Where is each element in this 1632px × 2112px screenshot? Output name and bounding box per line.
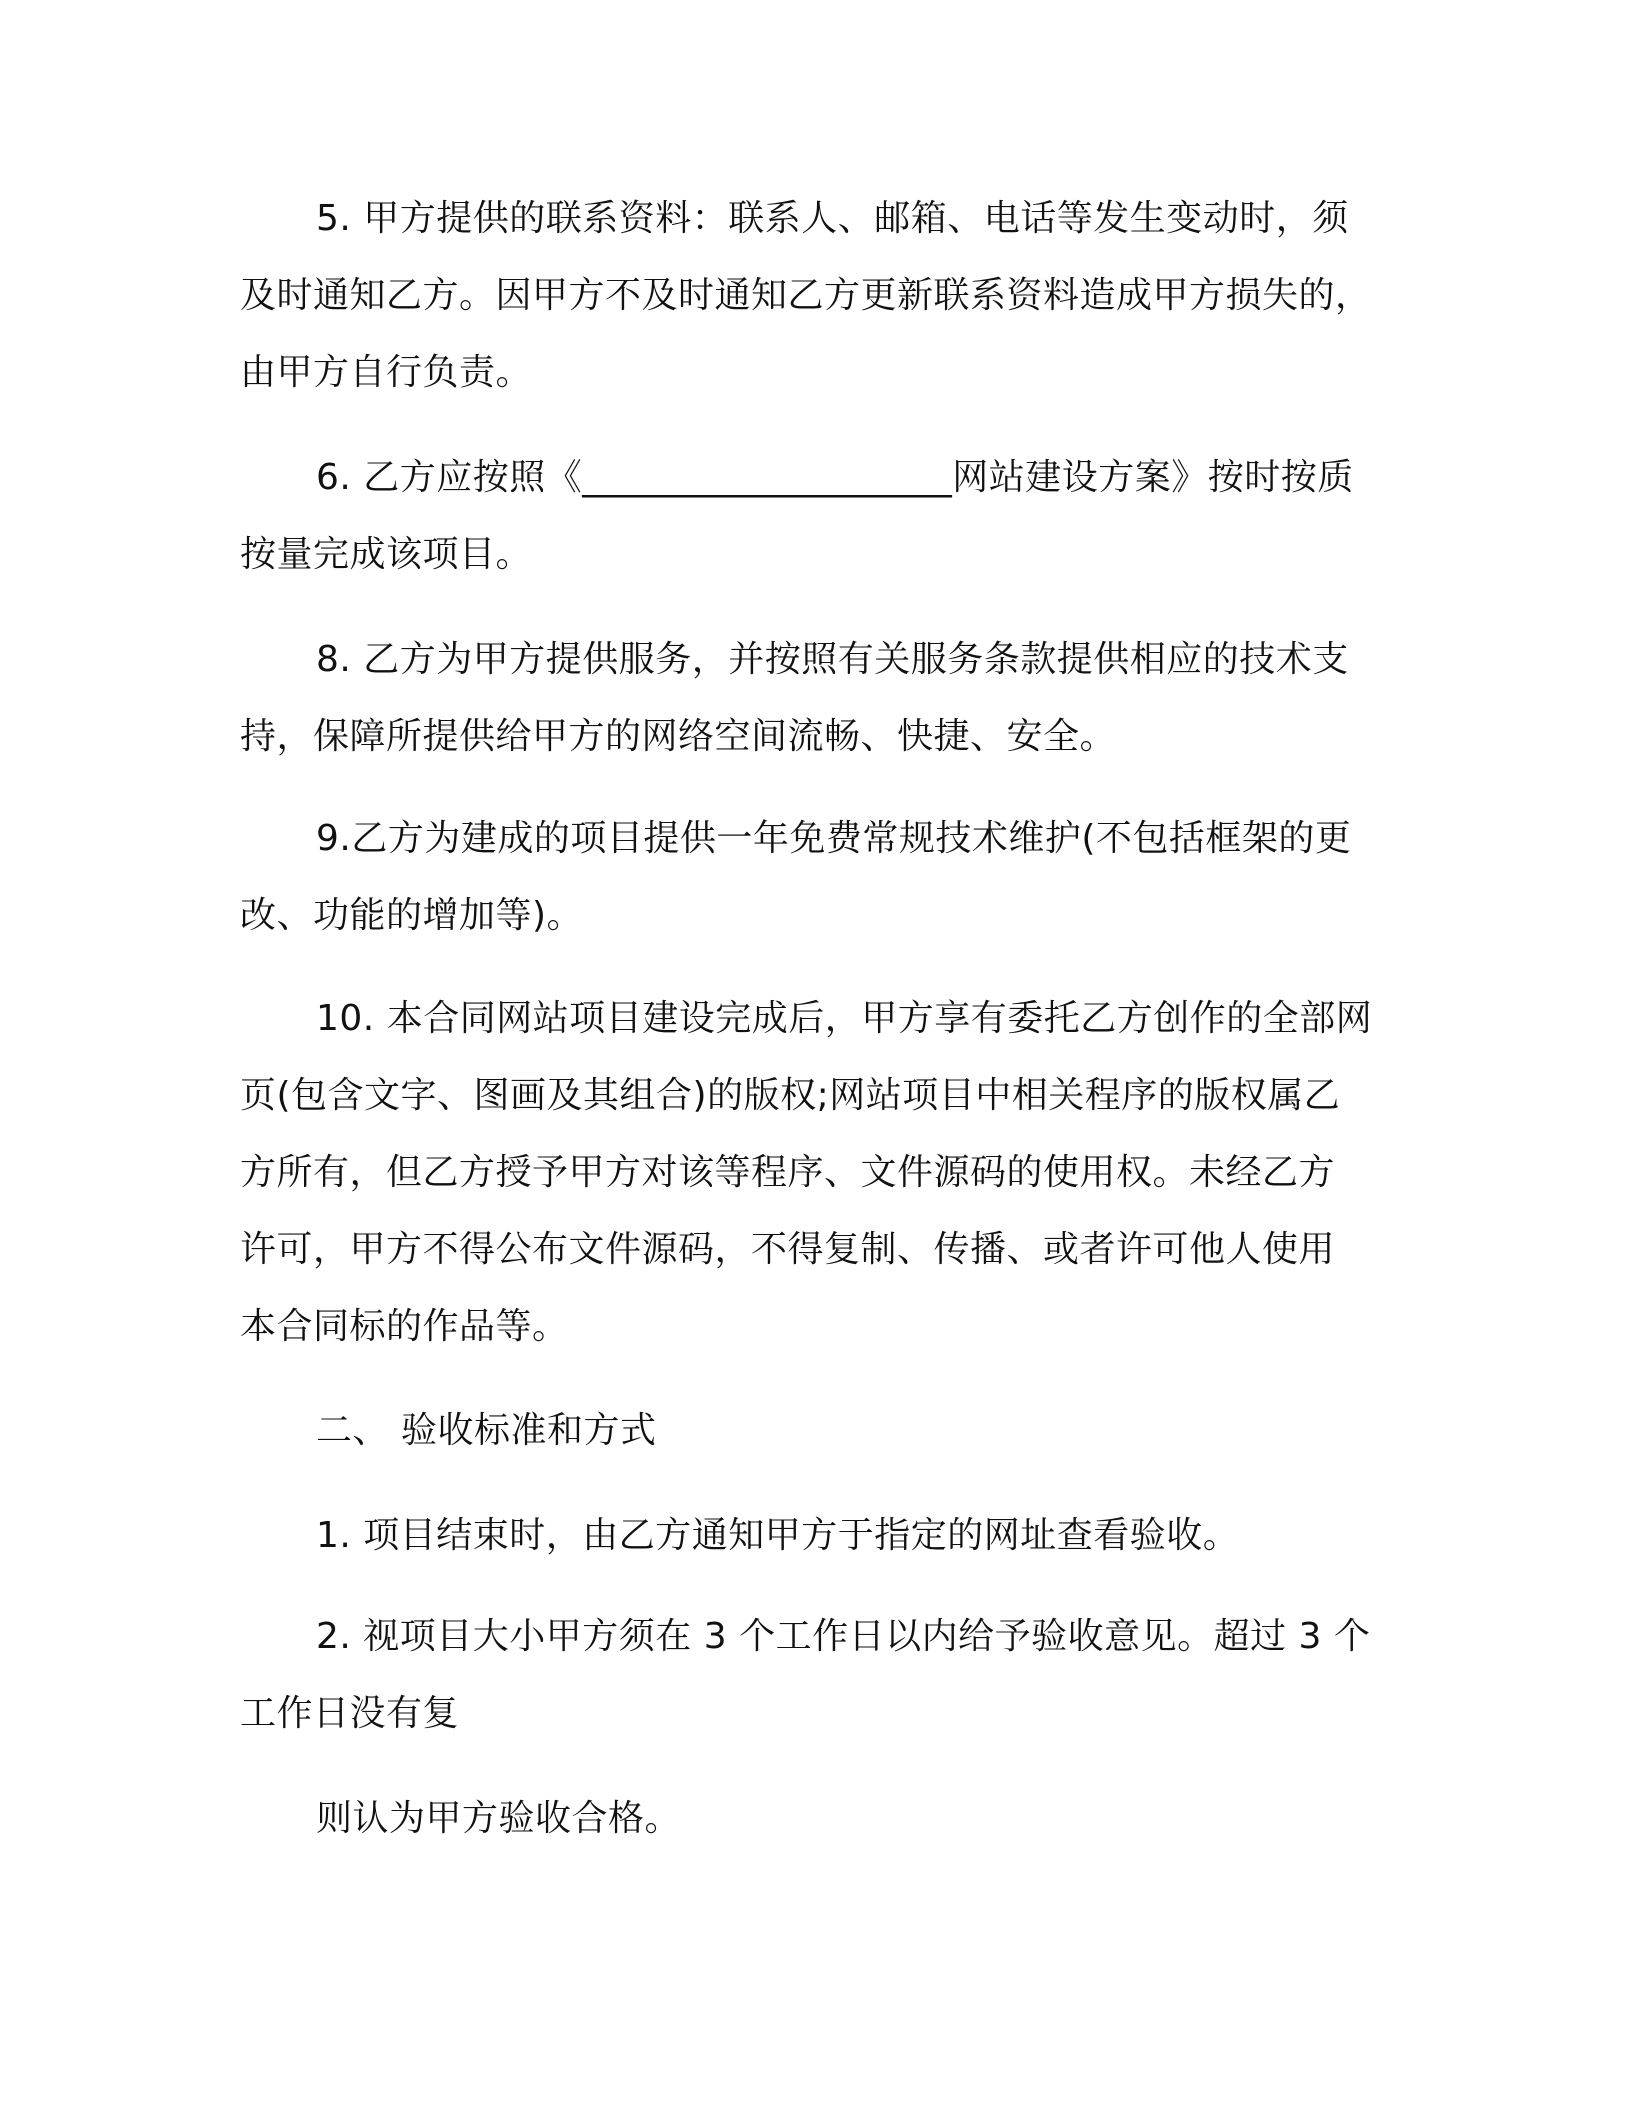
acceptance-conclusion [240,1780,1392,1857]
section-heading-text: 二、 验收标准和方式 [316,1410,657,1451]
acceptance-item-2-line-1: 2. 视项目大小甲方须在 3 个工作日以内给予验收意见。超过 3 个 [316,1616,1371,1657]
clause-9-line-1: 9.乙方为建成的项目提供一年免费常规技术维护(不包括框架的更 [316,818,1352,859]
clause-6-line-1: 6. 乙方应按照《____________________网站建设方案》按时按质 [316,457,1354,498]
acceptance-conclusion-line-1: 则认为甲方验收合格。 [316,1798,682,1839]
clause-6-line-2: 按量完成该项目。 [240,534,533,575]
acceptance-item-1-line-1: 1. 项目结束时，由乙方通知甲方于指定的网址查看验收。 [316,1515,1240,1556]
clause-9-line-2: 改、功能的增加等)。 [240,895,584,936]
clause-10 [240,980,1392,1365]
clause-5 [240,180,1392,411]
clause-8 [240,621,1392,775]
clause-10-line-4: 许可，甲方不得公布文件源码，不得复制、传播、或者许可他人使用 [240,1229,1336,1270]
clause-10-line-5: 本合同标的作品等。 [240,1306,569,1347]
clause-9 [240,800,1392,954]
acceptance-item-1 [240,1497,1392,1574]
clause-10-line-1: 10. 本合同网站项目建设完成后，甲方享有委托乙方创作的全部网 [316,998,1373,1039]
clause-5-line-3: 由甲方自行负责。 [240,352,533,393]
clause-10-line-3: 方所有，但乙方授予甲方对该等程序、文件源码的使用权。未经乙方 [240,1152,1336,1193]
clause-10-line-2: 页(包含文字、图画及其组合)的版权;网站项目中相关程序的版权属乙 [240,1075,1341,1116]
clause-6 [240,439,1392,593]
clause-8-line-2: 持，保障所提供给甲方的网络空间流畅、快捷、安全。 [240,716,1117,757]
acceptance-item-2-line-2: 工作日没有复 [240,1693,460,1734]
section-heading-acceptance [240,1392,1392,1469]
acceptance-item-2 [240,1598,1392,1752]
clause-5-line-2: 及时通知乙方。因甲方不及时通知乙方更新联系资料造成甲方损失的， [240,275,1372,316]
clause-5-line-1: 5. 甲方提供的联系资料：联系人、邮箱、电话等发生变动时，须 [316,198,1349,239]
clause-8-line-1: 8. 乙方为甲方提供服务，并按照有关服务条款提供相应的技术支 [316,639,1349,680]
